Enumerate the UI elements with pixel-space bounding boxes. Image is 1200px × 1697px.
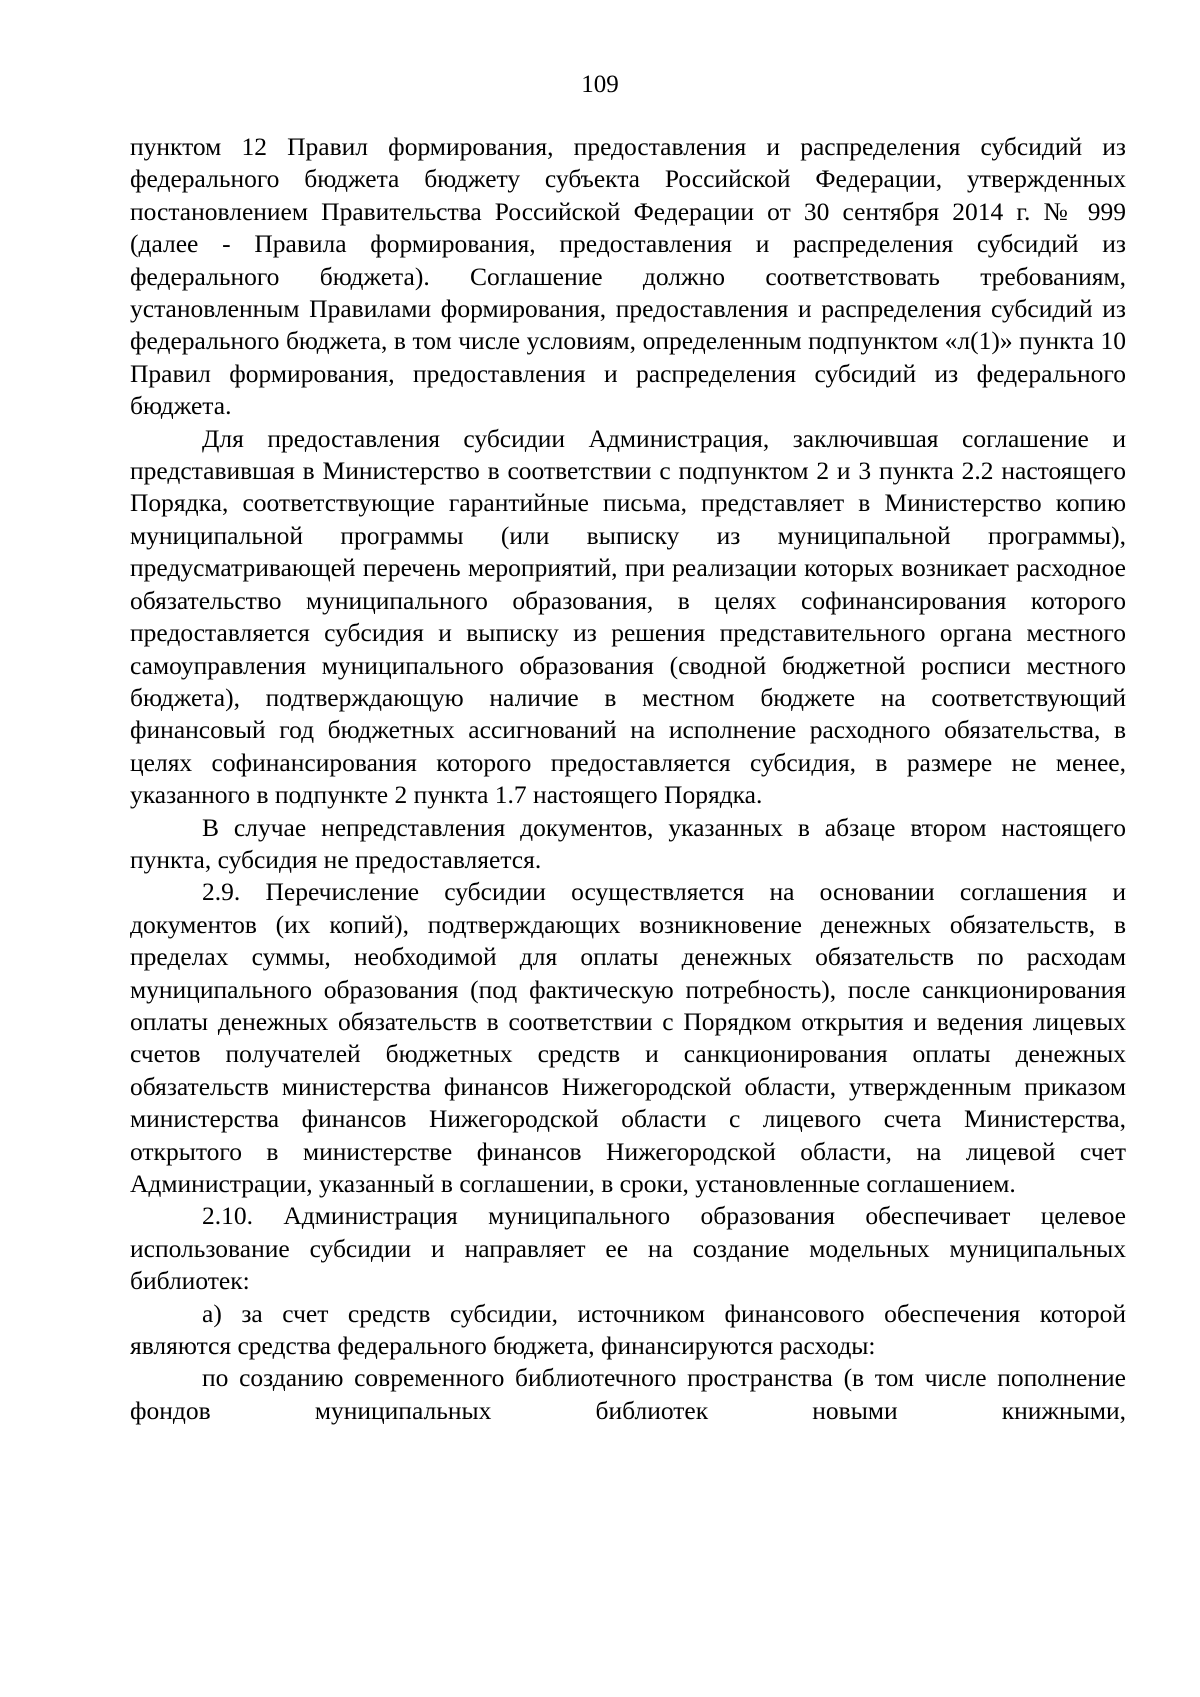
page-number: 109 <box>581 71 619 98</box>
paragraph-library-space: по созданию современного библиотечного пространства (в том числе пополнение фондов муниципальных библиотек новыми книжными, <box>130 1363 1126 1425</box>
paragraph-subsidy-documents: Для предоставления субсидии Администрация, заключившая соглашение и представившая в Министерство в соответствии с подпунктом 2 и 3 пункта 2.2 настоящего Порядка, соответствующие гарантийные письма, представляет в Министерство копию муниципальной программы (или выписку из муниципальной программы), предусматривающей перечень мероприятий, при реализации которых возникает расходное обязательство муниципального образования, в целях софинансирования которого предоставляется субсидия и выписку из решения представительного органа местного самоуправления муниципального образования (сводной бюджетной росписи местного бюджета), подтверждающую наличие в местном бюджете на соответствующий финансовый год бюджетных ассигнований на исполнение расходного обязательства, в целях софинансирования которого предоставляется субсидия, в размере не менее, указанного в подпункте 2 пункта 1.7 настоящего Порядка. <box>130 423 1126 810</box>
paragraph-item-a: а) за счет средств субсидии, источником финансового обеспечения которой являются средства федерального бюджета, финансируются расходы: <box>130 1298 1126 1361</box>
paragraph-2-10: 2.10. Администрация муниципального образования обеспечивает целевое использование субсидии и направляет ее на создание модельных муниципальных библиотек: <box>130 1201 1126 1296</box>
paragraph-2-9: 2.9. Перечисление субсидии осуществляется на основании соглашения и документов (их копий), подтверждающих возникновение денежных обязательств, в пределах суммы, необходимой для оплаты денежных обязательств по расходам муниципального образования (под фактическую потребность), после санкционирования оплаты денежных обязательств в соответствии с Порядком открытия и ведения лицевых счетов получателей бюджетных средств и санкционирования оплаты денежных обязательств министерства финансов Нижегородской области, утвержденным приказом министерства финансов Нижегородской области с лицевого счета Министерства, открытого в министерстве финансов Нижегородской области, на лицевой счет Администрации, указанный в соглашении, в сроки, установленные соглашением. <box>130 877 1126 1198</box>
document-body <box>130 131 1126 1427</box>
paragraph-continuation: пунктом 12 Правил формирования, предоставления и распределения субсидий из федерального бюджета бюджету субъекта Российской Федерации, утвержденных постановлением Правительства Российской Федерации от 30 сентября 2014 г. № 999 (далее - Правила формирования, предоставления и распределения субсидий из федерального бюджета). Соглашение должно соответствовать требованиям, установленным Правилами формирования, предоставления и распределения субсидий из федерального бюджета, в том числе условиям, определенным подпунктом «л(1)» пункта 10 Правил формирования, предоставления и распределения субсидий из федерального бюджета. <box>130 132 1126 421</box>
paragraph-non-submission: В случае непредставления документов, указанных в абзаце втором настоящего пункта, субсидия не предоставляется. <box>130 812 1126 874</box>
